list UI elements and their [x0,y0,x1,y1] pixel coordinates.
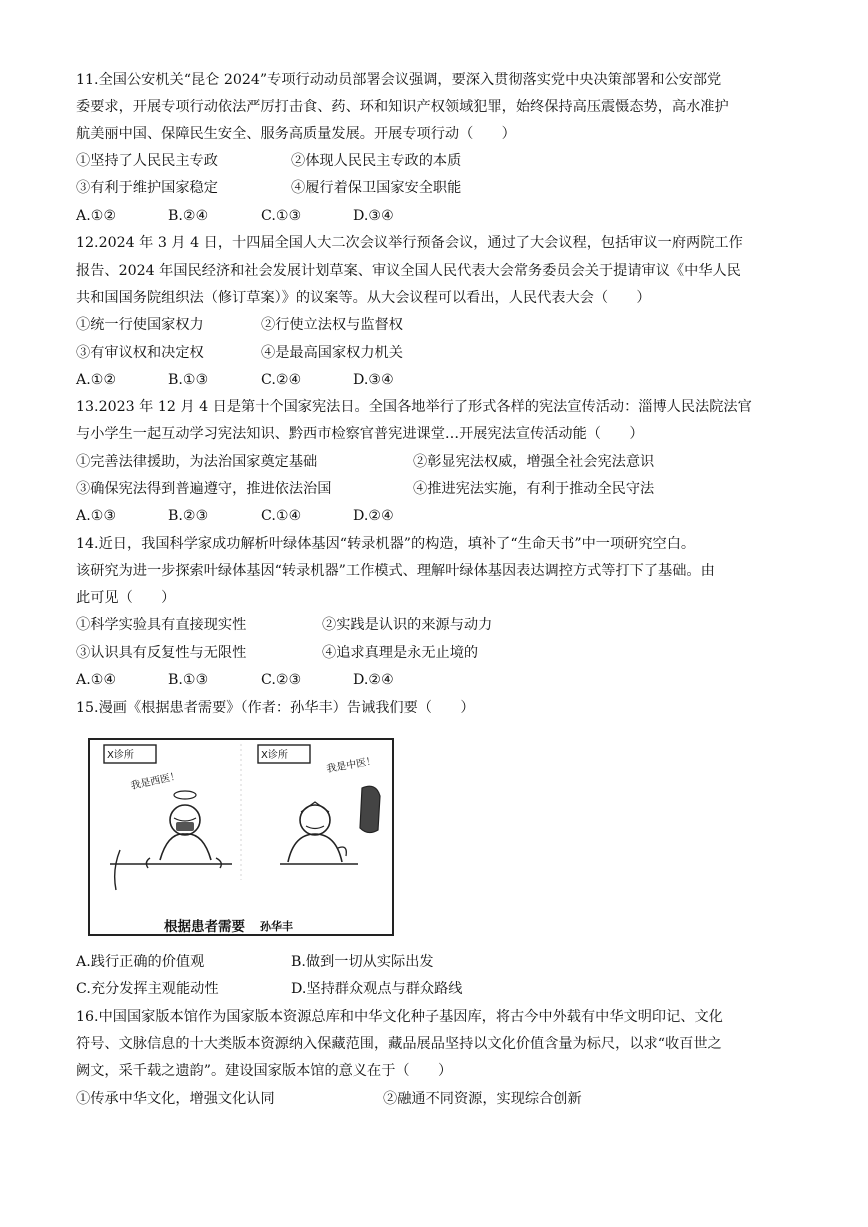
q11-statement-4: ④履行着保卫国家安全职能 [291,180,462,196]
q16-statement-1: ①传承中华文化，增强文化认同 [76,1091,275,1107]
right-doctor-body-icon [288,834,342,862]
q11-choice-a: A.①② [76,208,117,224]
q14-statement-3: ③认识具有反复性与无限性 [76,645,247,661]
q14-statement-4: ④追求真理是永无止境的 [322,645,479,661]
q12-statement-3: ③有审议权和决定权 [76,345,204,361]
q12-choice-a: A.①② [76,372,117,388]
q11-statement-1: ①坚持了人民民主专政 [76,153,218,169]
q14-stem-line-2: 该研究为进一步探索叶绿体基因“转录机器”工作模式、理解叶绿体基因表达调控方式等打下了基础。由 [76,563,715,579]
q11-choice-b: B.②④ [168,208,209,224]
q11-statement-3: ③有利于维护国家稳定 [76,180,218,196]
q13-choice-b: B.②③ [168,508,209,524]
q14-statement-2: ②实践是认识的来源与动力 [322,617,493,633]
q13-stem-line-1: 13.2023 年 12 月 4 日是第十个国家宪法日。全国各地举行了形式各样的宪法宣传活动：淄博人民法院法官 [76,399,752,415]
q15-choice-b: B.做到一切从实际出发 [291,954,434,970]
right-speech-text: 我是中医！ [325,755,377,776]
cartoon-author: 孙华丰 [260,920,293,933]
q12-choice-d: D.③④ [353,372,394,388]
q14-choice-b: B.①③ [168,672,209,688]
q12-choice-b: B.①③ [168,372,209,388]
left-doctor-cap-icon [174,791,196,799]
q12-statement-1: ①统一行使国家权力 [76,317,204,333]
q16-stem-line-2: 符号、文脉信息的十大类版本资源纳入保藏范围，藏品展品坚持以文化价值含量为标尺，以求“收百世之 [76,1036,722,1052]
q11-choice-c: C.①③ [261,208,302,224]
q13-choice-a: A.①③ [76,508,117,524]
q11-stem-line-1: 11.全国公安机关“昆仑 2024”专项行动动员部署会议强调，要深入贯彻落实党中央决策部署和公安部党 [76,72,722,88]
q12-stem-line-3: 共和国国务院组织法（修订草案）》的议案等。从大会议程可以看出，人民代表大会（ ） [76,290,651,306]
q12-statement-2: ②行使立法权与监督权 [261,317,403,333]
q13-statement-3: ③确保宪法得到普遍遵守，推进依法治国 [76,481,332,497]
q14-stem-line-1: 14.近日，我国科学家成功解析叶绿体基因“转录机器”的构造，填补了“生命天书”中一项研究空白。 [76,536,696,552]
q15-stem: 15.漫画《根据患者需要》（作者：孙华丰）告诫我们要（ ） [76,700,475,716]
q16-stem-line-3: 阙文，采千载之遗韵”。建设国家版本馆的意义在于（ ） [76,1063,453,1079]
q11-statement-2: ②体现人民民主专政的本质 [291,153,462,169]
cartoon-image [88,738,394,936]
left-patient-silhouette-icon [115,850,120,890]
q14-choice-a: A.①④ [76,672,117,688]
right-clinic-sign-text: X诊所 [261,750,288,761]
q12-stem-line-2: 报告、2024 年国民经济和社会发展计划草案、审议全国人民代表大会常务委员会关于提请审议《中华人民 [76,263,741,279]
q15-choice-a: A.践行正确的价值观 [76,954,205,970]
q14-stem-line-3: 此可见（ ） [76,590,176,606]
q13-choice-d: D.②④ [353,508,394,524]
q13-statement-4: ④推进宪法实施，有利于推动全民守法 [413,481,655,497]
right-patient-silhouette-icon [360,786,380,832]
q13-choice-c: C.①④ [261,508,302,524]
q15-choice-c: C.充分发挥主观能动性 [76,981,219,997]
q16-statement-2: ②融通不同资源，实现综合创新 [383,1091,582,1107]
q13-statement-1: ①完善法律援助，为法治国家奠定基础 [76,454,318,470]
q13-stem-line-2: 与小学生一起互动学习宪法知识、黔西市检察官普宪进课堂…开展宪法宣传活动能（ ） [76,426,644,442]
q13-statement-2: ②彰显宪法权威，增强全社会宪法意识 [413,454,655,470]
q14-choice-d: D.②④ [353,672,394,688]
q11-choice-d: D.③④ [353,208,394,224]
q14-statement-1: ①科学实验具有直接现实性 [76,617,247,633]
q12-statement-4: ④是最高国家权力机关 [261,345,403,361]
q12-choice-c: C.②④ [261,372,302,388]
q12-stem-line-1: 12.2024 年 3 月 4 日，十四届全国人大二次会议举行预备会议，通过了大会议程，包括审议一府两院工作 [76,235,743,251]
q11-stem-line-2: 委要求，开展专项行动依法严厉打击食、药、环和知识产权领域犯罪，始终保持高压震慑态势，高水准护 [76,99,729,115]
left-speech-text: 我是西医！ [129,770,182,793]
left-doctor-body-icon [160,834,211,860]
left-clinic-sign-text: X诊所 [107,750,134,761]
right-doctor-hat-icon [301,802,329,812]
q14-choice-c: C.②③ [261,672,302,688]
q15-choice-d: D.坚持群众观点与群众路线 [291,981,463,997]
cartoon-caption: 根据患者需要 [164,919,245,935]
q11-stem-line-3: 航美丽中国、保障民生安全、服务高质量发展。开展专项行动（ ） [76,126,516,142]
q16-stem-line-1: 16.中国国家版本馆作为国家版本资源总库和中华文化种子基因库，将古今中外载有中华文明印记、文化 [76,1009,723,1025]
